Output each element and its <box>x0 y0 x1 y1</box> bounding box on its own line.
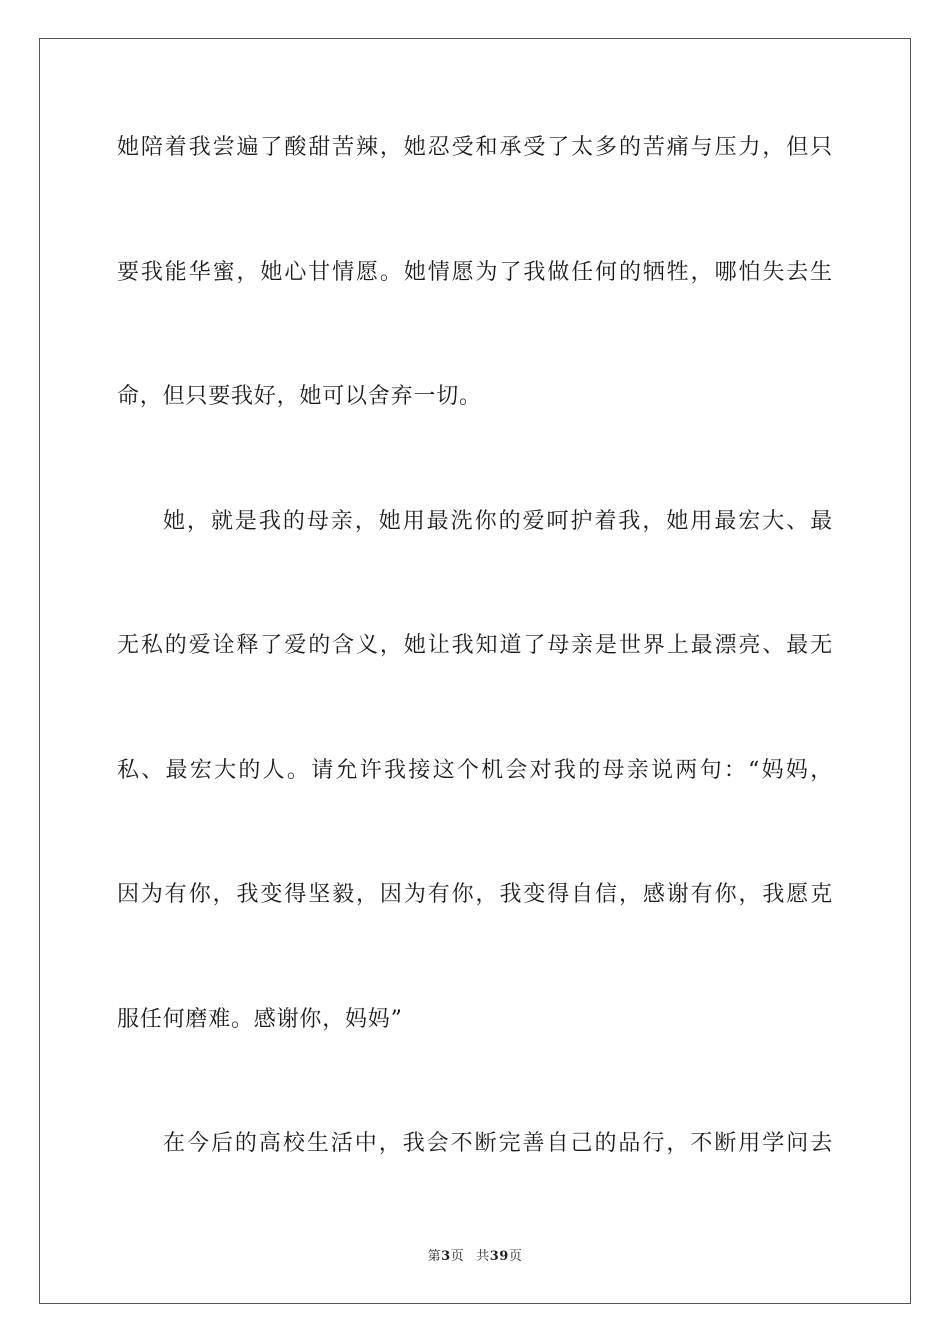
total-pages: 39 <box>489 1249 509 1264</box>
text-line: 私、最宏大的人。请允许我接这个机会对我的母亲说两句：“妈妈， <box>117 757 833 783</box>
text-line: 要我能华蜜，她心甘情愿。她情愿为了我做任何的牺牲，哪怕失去生 <box>117 259 833 285</box>
text-line: 因为有你，我变得坚毅，因为有你，我变得自信，感谢有你，我愿克 <box>117 882 833 907</box>
text-line: 无私的爱诠释了爱的含义，她让我知道了母亲是世界上最漂亮、最无 <box>117 633 833 658</box>
page-prefix: 第 <box>427 1249 442 1264</box>
total-suffix: 页 <box>508 1249 523 1264</box>
document-body <box>117 128 833 1249</box>
text-line: 她，就是我的母亲，她用最洗你的爱呵护着我，她用最宏大、最 <box>163 508 833 534</box>
text-line: 她陪着我尝遍了酸甜苦辣，她忍受和承受了太多的苦痛与压力，但只 <box>117 135 833 160</box>
page-footer <box>0 1245 950 1264</box>
text-line: 命，但只要我好，她可以舍弃一切。 <box>117 384 482 409</box>
page-suffix: 页 <box>450 1249 465 1264</box>
page-number: 3 <box>441 1249 451 1264</box>
text-line: 服任何磨难。感谢你，妈妈” <box>117 1006 403 1032</box>
text-line: 在今后的高校生活中，我会不断完善自己的品行，不断用学问去 <box>163 1131 833 1156</box>
total-prefix: 共 <box>476 1249 490 1264</box>
